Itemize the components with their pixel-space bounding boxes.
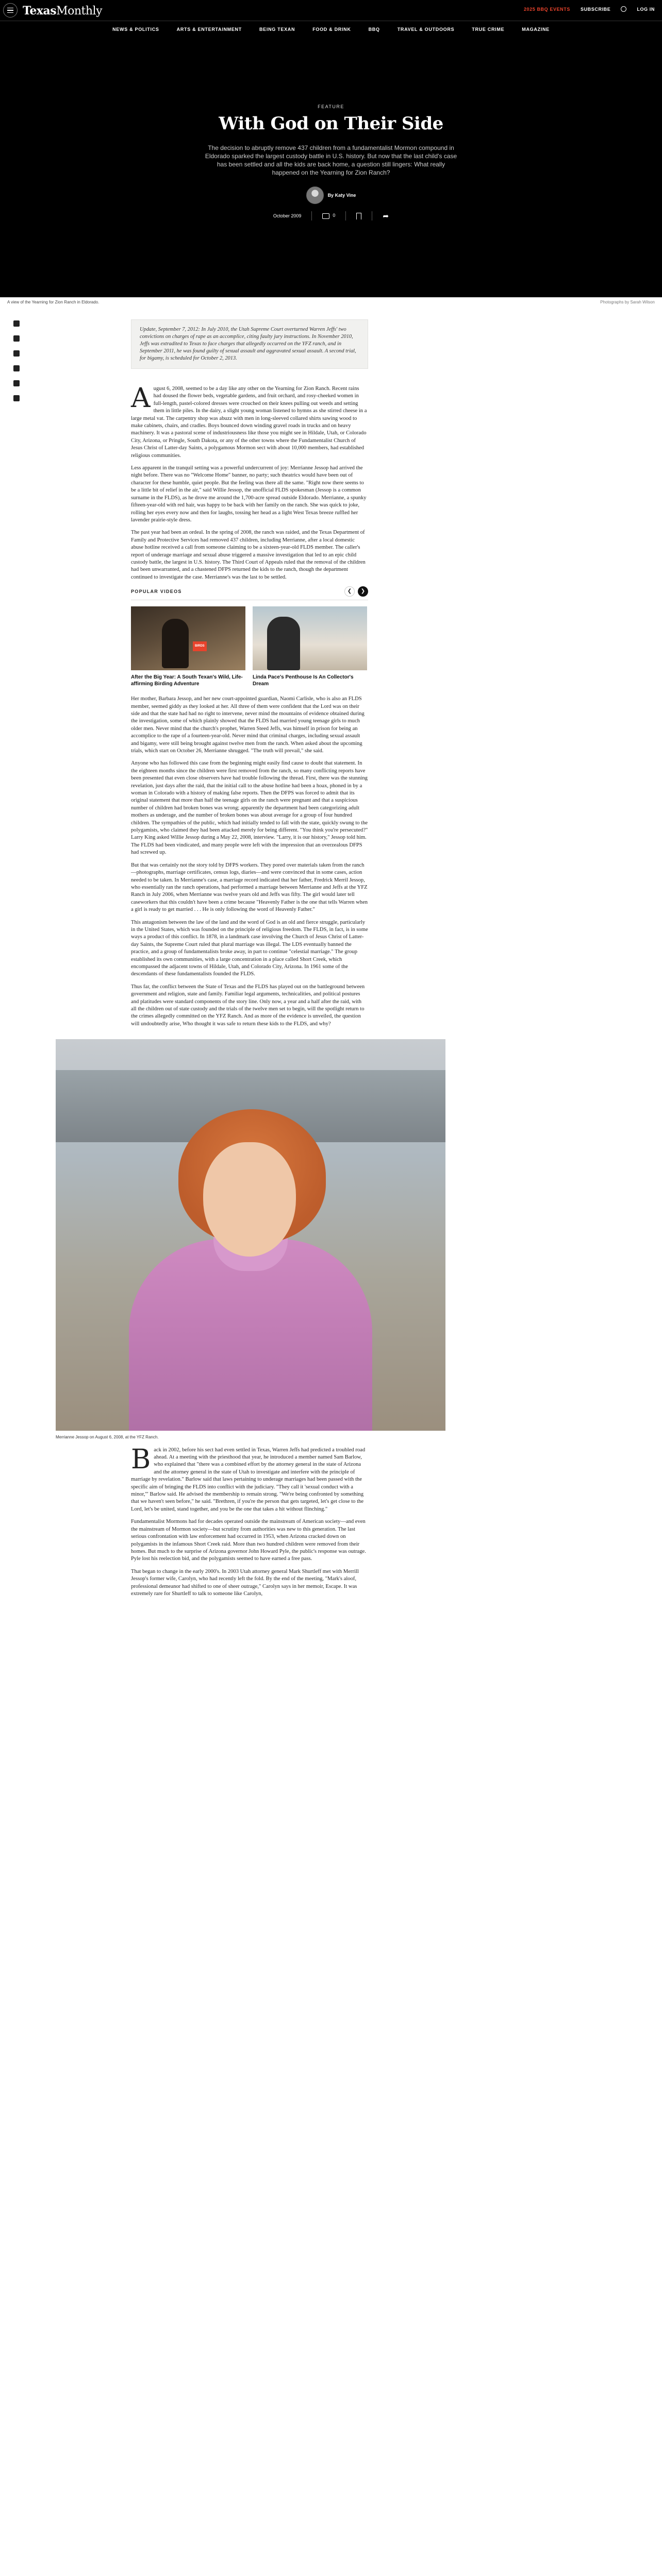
email-icon[interactable] xyxy=(13,365,20,371)
article-hero xyxy=(0,37,662,297)
nav-item[interactable]: NEWS & POLITICS xyxy=(112,27,159,32)
publish-date: October 2009 xyxy=(273,213,302,218)
article-meta xyxy=(0,211,662,221)
update-note: Update, September 7, 2012: In July 2010, the Utah Supreme Court overturned Warren Jeffs' two convictions on charges of rape as an accomplice, citing faulty jury instructions. In November 2010, Jeffs was extradited to Texas to face charges that allegedly occurred on the YFZ ranch, and in September 2011, he was found guilty of sexual assault and aggravated sexual assault. A second trial, for bigamy, is scheduled for October 2, 2013. xyxy=(131,319,368,369)
bookmark-icon[interactable] xyxy=(13,350,20,357)
top-bar xyxy=(0,0,662,21)
bookmark-icon[interactable] xyxy=(356,213,361,219)
twitter-icon[interactable] xyxy=(13,335,20,342)
nav-item[interactable]: TRAVEL & OUTDOORS xyxy=(397,27,455,32)
author-avatar[interactable] xyxy=(306,187,324,204)
photo-caption: Merrianne Jessop on August 6, 2008, at the YFZ Ranch. xyxy=(56,1435,159,1440)
byline xyxy=(0,187,662,204)
video-thumbnail[interactable] xyxy=(131,606,245,670)
comment-icon[interactable] xyxy=(13,380,20,386)
video-thumbnail[interactable] xyxy=(253,606,367,670)
paragraph: This antagonism between the law of the land and the word of God is an old and fierce struggle, particularly in the United States, which was founded on the principle of religious freedom. The FLDS, in fact, is in some ways a product of this conflict. In 1878, in a landmark case involving the Church of Jesus Christ of Latter-day Saints, the Supreme Court ruled that plural marriage was illegal. The LDS eventually banned the practice, and a group of fundamentalists broke away, in part to continue "celestial marriage." The group established its own communities, with a large concentration in a place called Short Creek, which encompassed the adjacent towns of Hildale, Utah, and Colorado City, Arizona. In 1961 some of the descendants of these fundamentalists founded the FLDS. xyxy=(131,919,368,977)
comment-icon xyxy=(322,213,329,219)
article-photo xyxy=(56,1039,445,1441)
paragraph: Thus far, the conflict between the State of Texas and the FLDS has played out on the battleground between government and religion, state and family. Familiar legal arguments, technicalities, and political postures and platitudes were standard components of the story line. Only now, a year and a half after the raid, with all the children out of state custody and the trials of the twelve men set to begin, will the spotlight return to the crimes allegedly committed on the YFZ Ranch. And as more of the evidence is unveiled, the question will undoubtedly arise, Who thought it was safe to return these kids to the FLDS, and why? xyxy=(131,984,365,1027)
nav-item[interactable]: ARTS & ENTERTAINMENT xyxy=(176,27,242,32)
nav-item[interactable]: BEING TEXAN xyxy=(259,27,295,32)
portrait-image xyxy=(56,1039,445,1431)
video-title[interactable]: After the Big Year: A South Texan's Wild, Life-affirming Birding Adventure xyxy=(131,674,243,687)
drop-cap: B xyxy=(131,1444,151,1475)
article-kicker: FEATURE xyxy=(318,104,344,109)
article-body xyxy=(56,319,368,1603)
paragraph: That began to change in the early 2000's. In 2003 Utah attorney general Mark Shurtleff met with Merrill Jessop's former wife, Carolyn, who had recently left the fold. By the end of the meeting, "Mark's aloof, professional demeanor had shifted to one of sheer outrage," Carolyn says in her memoir, Escape. It was extremely rare for Shurtleff to talk to someone like Carolyn, xyxy=(131,1568,359,1597)
video-badge: BIRDS xyxy=(193,641,207,651)
subscribe-link[interactable]: SUBSCRIBE xyxy=(580,6,611,12)
share-rail xyxy=(13,320,20,401)
nav-item[interactable]: BBQ xyxy=(368,27,380,32)
nav-item[interactable]: MAGAZINE xyxy=(522,27,550,32)
bbq-events-link[interactable]: 2025 BBQ EVENTS xyxy=(523,6,570,12)
paragraph: Fundamentalist Mormons had for decades operated outside the mainstream of American society—and even the mainstream of Mormon society—but scrutiny from authorities was new to this generation. The last serious confrontation with law enforcement had occurred in 1953, when Arizona cracked down on polygamists in the infamous Short Creek raid. More than two hundred children were removed from their homes. But much to the surprise of Arizona governor John Howard Pyle, the public's response was outrage. Pyle lost his reelection bid, and the polygamists seemed to have earned a free pass. xyxy=(131,1519,366,1562)
comment-count: 0 xyxy=(333,213,336,218)
paragraph: Back in 2002, before his sect had even settled in Texas, Warren Jeffs had predicted a troubled road ahead. At a meeting with the priesthood that year, he introduced a member named Sam Barlow, who explained that "there was a combined effort by the attorney general in the state of Arizona and the attorney general in the state of Utah to investigate and interfere with the principle of marriage by revelation." Barlow said that laws pertaining to underage marriages had been passed with the specific aim of bringing the FLDS into conflict with the judiciary. "They call it 'sexual conduct with a minor,'" Barlow said. He advised the membership to remain strong. "We're being confronted by something that we haven't seen before," he said. "Brethren, if you're the person that gets targeted, let's get close to the Lord, let's be united, stand together, and you be the one that takes a hit without flinching." xyxy=(131,1444,366,1512)
hero-caption-row xyxy=(0,297,662,307)
paragraph: August 6, 2008, seemed to be a day like any other on the Yearning for Zion Ranch. Recent rains had doused the flower beds, vegetable gardens, and fruit orchard, and rosy-cheeked women in full-length, pastel-colored dresses were crouched on their knees pulling out weeds and setting them in little piles. In the dairy, a slight young woman listened to hymns as she stirred cheese in a large metal vat. The carpentry shop was abuzz with men in long-sleeved collared shirts sawing wood to make cabinets, chairs, and cradles. Boys bounced down winding gravel roads in trucks and on heavy machinery. It was a pastoral scene of industriousness like those you might see in Hildale, Utah, or Colorado City, Arizona, or Pringle, South Dakota, or any of the other towns where the Fundamentalist Church of Jesus Christ of Latter-day Saints, a polygamous Mormon sect with about 10,000 members, had established religious communities. xyxy=(131,383,367,459)
share-icon[interactable]: ➦ xyxy=(383,211,389,220)
comments-button[interactable] xyxy=(322,213,335,218)
section-nav xyxy=(0,21,662,37)
paragraph: But that was certainly not the story told by DFPS workers. They pored over materials taken from the ranch—photographs, marriage certificates, census logs, diaries—and were convinced that in some cases, action needed to be taken. In Merrianne's case, a marriage record indicated that her father, Fredrick Merril Jessop, who essentially ran the ranch operations, had performed a marriage between Merrianne and Jeffs at the YFZ Ranch in July 2006, when Merrianne was twelve years old and Jeffs was fifty. The girl would later tell caseworkers that this couldn't have been a crime because "Heavenly Father is the one that tells Warren when a girl is ready to get married . . . He is only following the word of Heavenly Father." xyxy=(131,862,368,913)
paragraph: Anyone who has followed this case from the beginning might easily find cause to doubt that statement. In the eighteen months since the children were first removed from the ranch, so many conflicting reports have been presented that even close observers have had trouble following the thread. First, there was the stunning revelation, just days after the raid, that the initial call to the abuse hotline had been a hoax, phoned in by a woman in Colorado with a history of making false reports. Then the DFPS was forced to admit that its original statement that more than half the teenage girls on the ranch were pregnant and that a suspicious number of children had broken bones was wrong; apparently the department had been categorizing adult mothers as underage, and the number of broken bones was about average for a group of four hundred children. The sympathies of the public, which had initially tended to fall with the state, quickly swung to the polygamists, who claimed they had been attacked merely for being different. "You think you're persecuted?" Larry King asked Willie Jessop during a May 22, 2008, interview. "Larry, it is our history," Jessop told him. The FLDS had been vindicated, and many people were left with the impression that an overzealous DFPS had screwed up. xyxy=(131,760,368,856)
search-icon[interactable] xyxy=(621,6,626,12)
drop-cap: A xyxy=(131,383,151,414)
video-card[interactable] xyxy=(253,606,367,687)
login-link[interactable]: LOG IN xyxy=(637,6,655,12)
photo-credit: Photographs by Sarah Wilson xyxy=(600,300,655,304)
menu-icon[interactable] xyxy=(3,3,18,18)
author-name[interactable]: By Katy Vine xyxy=(327,193,356,198)
video-title[interactable]: Linda Pace's Penthouse Is An Collector's Dream xyxy=(253,674,354,687)
article-dek: The decision to abruptly remove 437 children from a fundamentalist Mormon compound in Eldorado sparked the largest custody battle in U.S. history. But now that the last child's case has been settled and all the kids are back home, a question still lingers: What really happened on the Yearning for Zion Ranch? xyxy=(205,144,457,176)
popular-videos-title: POPULAR VIDEOS xyxy=(131,588,182,594)
site-logo[interactable]: TexasMonthly xyxy=(23,4,103,18)
popular-videos xyxy=(131,586,368,687)
paragraph: Less apparent in the tranquil setting was a powerful undercurrent of joy: Merrianne Jessop had arrived the night before. There was no "Welcome Home" banner, no party; such theatrics would have been out of character for these humble, quiet people. But the feeling was there all the same. "Right now there seems to be a little bit of relief in the air," said Willie Jessop, the unofficial FLDS spokesman (Jessop is a common surname in the FLDS), as he drove me around the 1,700-acre spread outside Eldorado. Merrianne, a spunky fifteen-year-old with red hair, was happy to be back with her family on the ranch. She was quick to joke, rolling her eyes every now and then for laughs, tossing her head as a light West Texas breeze ruffled her lavender prairie-style dress. xyxy=(131,465,367,523)
nav-item[interactable]: TRUE CRIME xyxy=(472,27,505,32)
video-card[interactable] xyxy=(131,606,245,687)
facebook-icon[interactable] xyxy=(13,320,20,327)
paragraph: The past year had been an ordeal. In the spring of 2008, the ranch was raided, and the Texas Department of Family and Protective Services had removed 437 children, including Merrianne, after a local domestic abuse hotline received a call from someone claiming to be a sixteen-year-old FLDS member. The caller's report of underage marriage and sexual abuse triggered a massive investigation that led to an epic child custody battle, the largest in U.S. history. The Third Court of Appeals ruled that the removal of the children had been unwarranted, and a chastened DFPS returned the kids to the ranch, though the department continued to investigate the case. Merrianne's was the last to be settled. xyxy=(131,530,366,580)
article-title: With God on Their Side xyxy=(219,113,443,134)
link-icon[interactable] xyxy=(13,395,20,401)
next-arrow-icon[interactable]: ❯ xyxy=(358,586,368,597)
nav-item[interactable]: FOOD & DRINK xyxy=(312,27,351,32)
prev-arrow-icon[interactable]: ❮ xyxy=(344,586,355,597)
hero-caption: A view of the Yearning for Zion Ranch in Eldorado. xyxy=(7,300,100,304)
paragraph: Her mother, Barbara Jessop, and her new court-appointed guardian, Naomi Carlisle, who is also an FLDS member, seemed giddy as they looked at her. All three of them were confident that the Lord was on their side and that the state had had no right to intervene, never mind the mountains of evidence obtained during the investigation, some of which plainly showed that the FLDS had married young teenage girls to much older men. Never mind that the church's prophet, Warren Steed Jeffs, was himself in prison for being an accomplice to the rape of a fourteen-year-old. Never mind that criminal charges, including sexual assault and bigamy, were still being brought against twelve men from the ranch. When asked about the upcoming trials, which start on October 26, Merrianne shrugged. "The truth will prevail," she said. xyxy=(131,696,365,754)
